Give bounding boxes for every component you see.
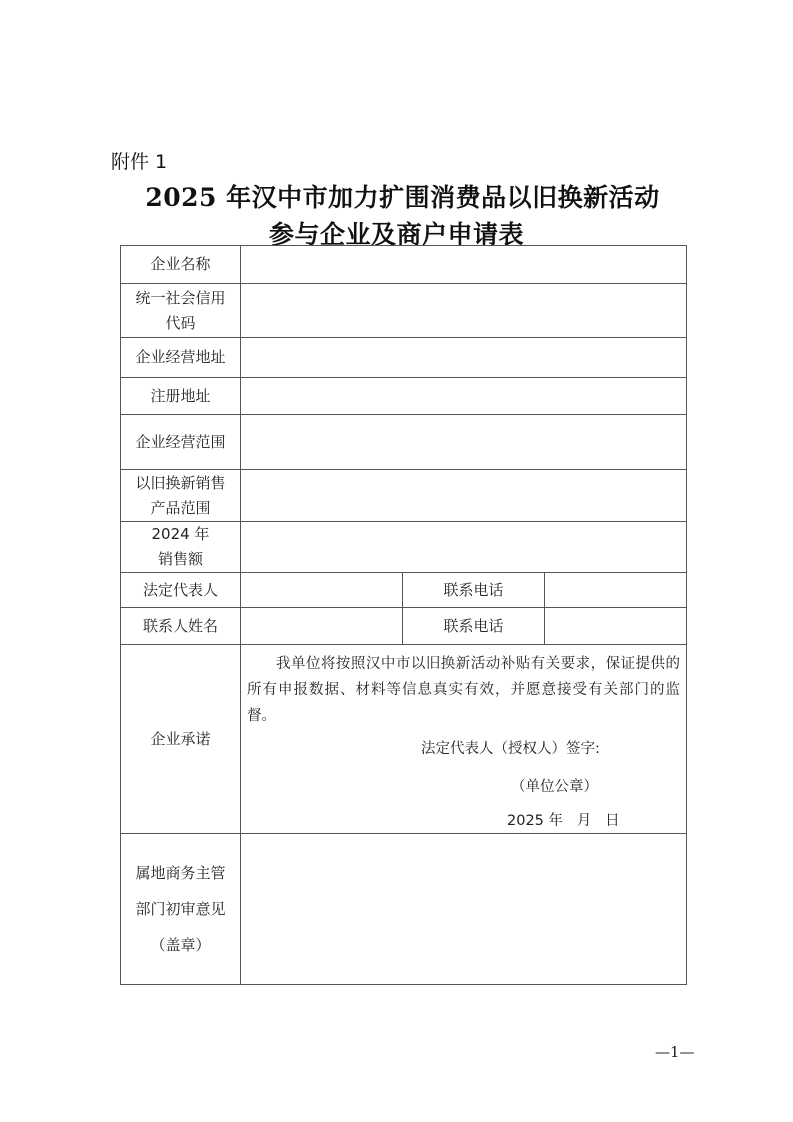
sales-2024-field[interactable] [241, 522, 687, 573]
enterprise-name-label: 企业名称 [121, 246, 241, 284]
page-title: 2025 年汉中市加力扩围消费品以旧换新活动 [145, 183, 660, 212]
row-business-scope [121, 415, 687, 470]
business-address-field[interactable] [241, 338, 687, 378]
commitment-text: 我单位将按照汉中市以旧换新活动补贴有关要求，保证提供的所有申报数据、材料等信息真实有效，并愿意接受有关部门的监督。 [247, 656, 681, 724]
attachment-label: 附件 1 [111, 151, 168, 173]
trade-in-scope-label [121, 470, 241, 522]
row-registered-address [121, 378, 687, 415]
contact-name-label: 联系人姓名 [121, 608, 241, 645]
commitment-label: 企业承诺 [121, 645, 241, 834]
legal-rep-field[interactable] [241, 573, 403, 608]
row-enterprise-name [121, 246, 687, 284]
row-review [121, 834, 687, 985]
review-label-line1: 属地商务主管 [135, 864, 226, 882]
enterprise-name-field[interactable] [241, 246, 687, 284]
sales-2024-label-line2: 销售额 [157, 550, 203, 568]
credit-code-label [121, 284, 241, 338]
credit-code-field[interactable] [241, 284, 687, 338]
signature-line: 法定代表人（授权人）签字: [421, 741, 600, 757]
commitment-cell [241, 645, 687, 834]
application-form [120, 245, 687, 985]
review-opinion-field[interactable] [241, 834, 687, 985]
contact-phone-1-field[interactable] [545, 573, 687, 608]
contact-name-field[interactable] [241, 608, 403, 645]
business-address-label: 企业经营地址 [121, 338, 241, 378]
row-business-address [121, 338, 687, 378]
date-line: 2025 年 月 日 [507, 813, 620, 829]
seal-line: （单位公章） [511, 779, 598, 795]
row-commitment [121, 645, 687, 834]
contact-phone-1-label: 联系电话 [403, 573, 545, 608]
row-trade-in-scope [121, 470, 687, 522]
contact-phone-2-field[interactable] [545, 608, 687, 645]
row-credit-code [121, 284, 687, 338]
trade-in-scope-label-line2: 产品范围 [150, 498, 211, 517]
contact-phone-2-label: 联系电话 [403, 608, 545, 645]
business-scope-label: 企业经营范围 [121, 415, 241, 470]
sales-2024-label [121, 522, 241, 573]
review-label-line3: （盖章） [150, 936, 211, 954]
registered-address-label: 注册地址 [121, 378, 241, 415]
row-legal-rep [121, 573, 687, 608]
sales-2024-label-line1: 2024 年 [151, 525, 210, 543]
business-scope-field[interactable] [241, 415, 687, 470]
row-contact-name [121, 608, 687, 645]
page-number: —1— [655, 1043, 695, 1061]
review-label-line2: 部门初审意见 [135, 900, 226, 918]
registered-address-field[interactable] [241, 378, 687, 415]
trade-in-scope-label-line1: 以旧换新销售 [135, 473, 226, 492]
credit-code-label-line1: 统一社会信用 [135, 288, 226, 307]
row-sales-2024 [121, 522, 687, 573]
review-label [121, 834, 241, 985]
trade-in-scope-field[interactable] [241, 470, 687, 522]
credit-code-label-line2: 代码 [165, 313, 196, 332]
page-subtitle: 参与企业及商户申请表 [268, 220, 524, 249]
legal-rep-label: 法定代表人 [121, 573, 241, 608]
